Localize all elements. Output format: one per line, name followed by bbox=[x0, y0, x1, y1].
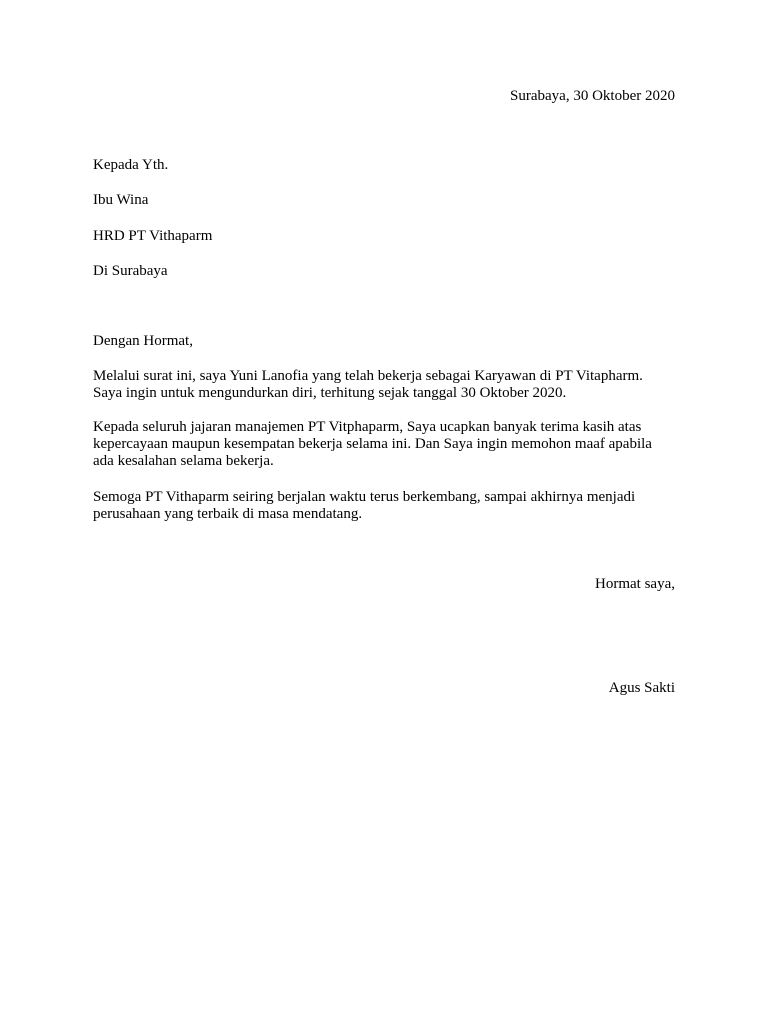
recipient-name: Ibu Wina bbox=[93, 192, 149, 208]
recipient-location: Di Surabaya bbox=[93, 263, 168, 279]
recipient-salutation: Kepada Yth. bbox=[93, 157, 169, 173]
paragraph-line: kepercayaan maupun kesempatan bekerja selama ini. Dan Saya ingin memohon maaf apabila bbox=[93, 436, 652, 452]
paragraph-line: perusahaan yang terbaik di masa mendatang. bbox=[93, 506, 363, 522]
body-paragraph-3 bbox=[93, 489, 683, 523]
greeting: Dengan Hormat, bbox=[93, 333, 193, 349]
body-paragraph-1 bbox=[93, 368, 683, 402]
signer-name: Agus Sakti bbox=[608, 680, 675, 696]
paragraph-line: ada kesalahan selama bekerja. bbox=[93, 453, 274, 469]
recipient-position: HRD PT Vithaparm bbox=[93, 228, 213, 244]
paragraph-line: Saya ingin untuk mengundurkan diri, terhitung sejak tanggal 30 Oktober 2020. bbox=[93, 385, 567, 401]
place-date: Surabaya, 30 Oktober 2020 bbox=[510, 88, 675, 104]
paragraph-line: Semoga PT Vithaparm seiring berjalan waktu terus berkembang, sampai akhirnya menjadi bbox=[93, 489, 636, 505]
closing: Hormat saya, bbox=[595, 576, 675, 592]
body-paragraph-2 bbox=[93, 419, 683, 470]
paragraph-line: Kepada seluruh jajaran manajemen PT Vitphaparm, Saya ucapkan banyak terima kasih atas bbox=[93, 419, 642, 435]
paragraph-line: Melalui surat ini, saya Yuni Lanofia yang telah bekerja sebagai Karyawan di PT Vitapharm. bbox=[93, 368, 643, 384]
